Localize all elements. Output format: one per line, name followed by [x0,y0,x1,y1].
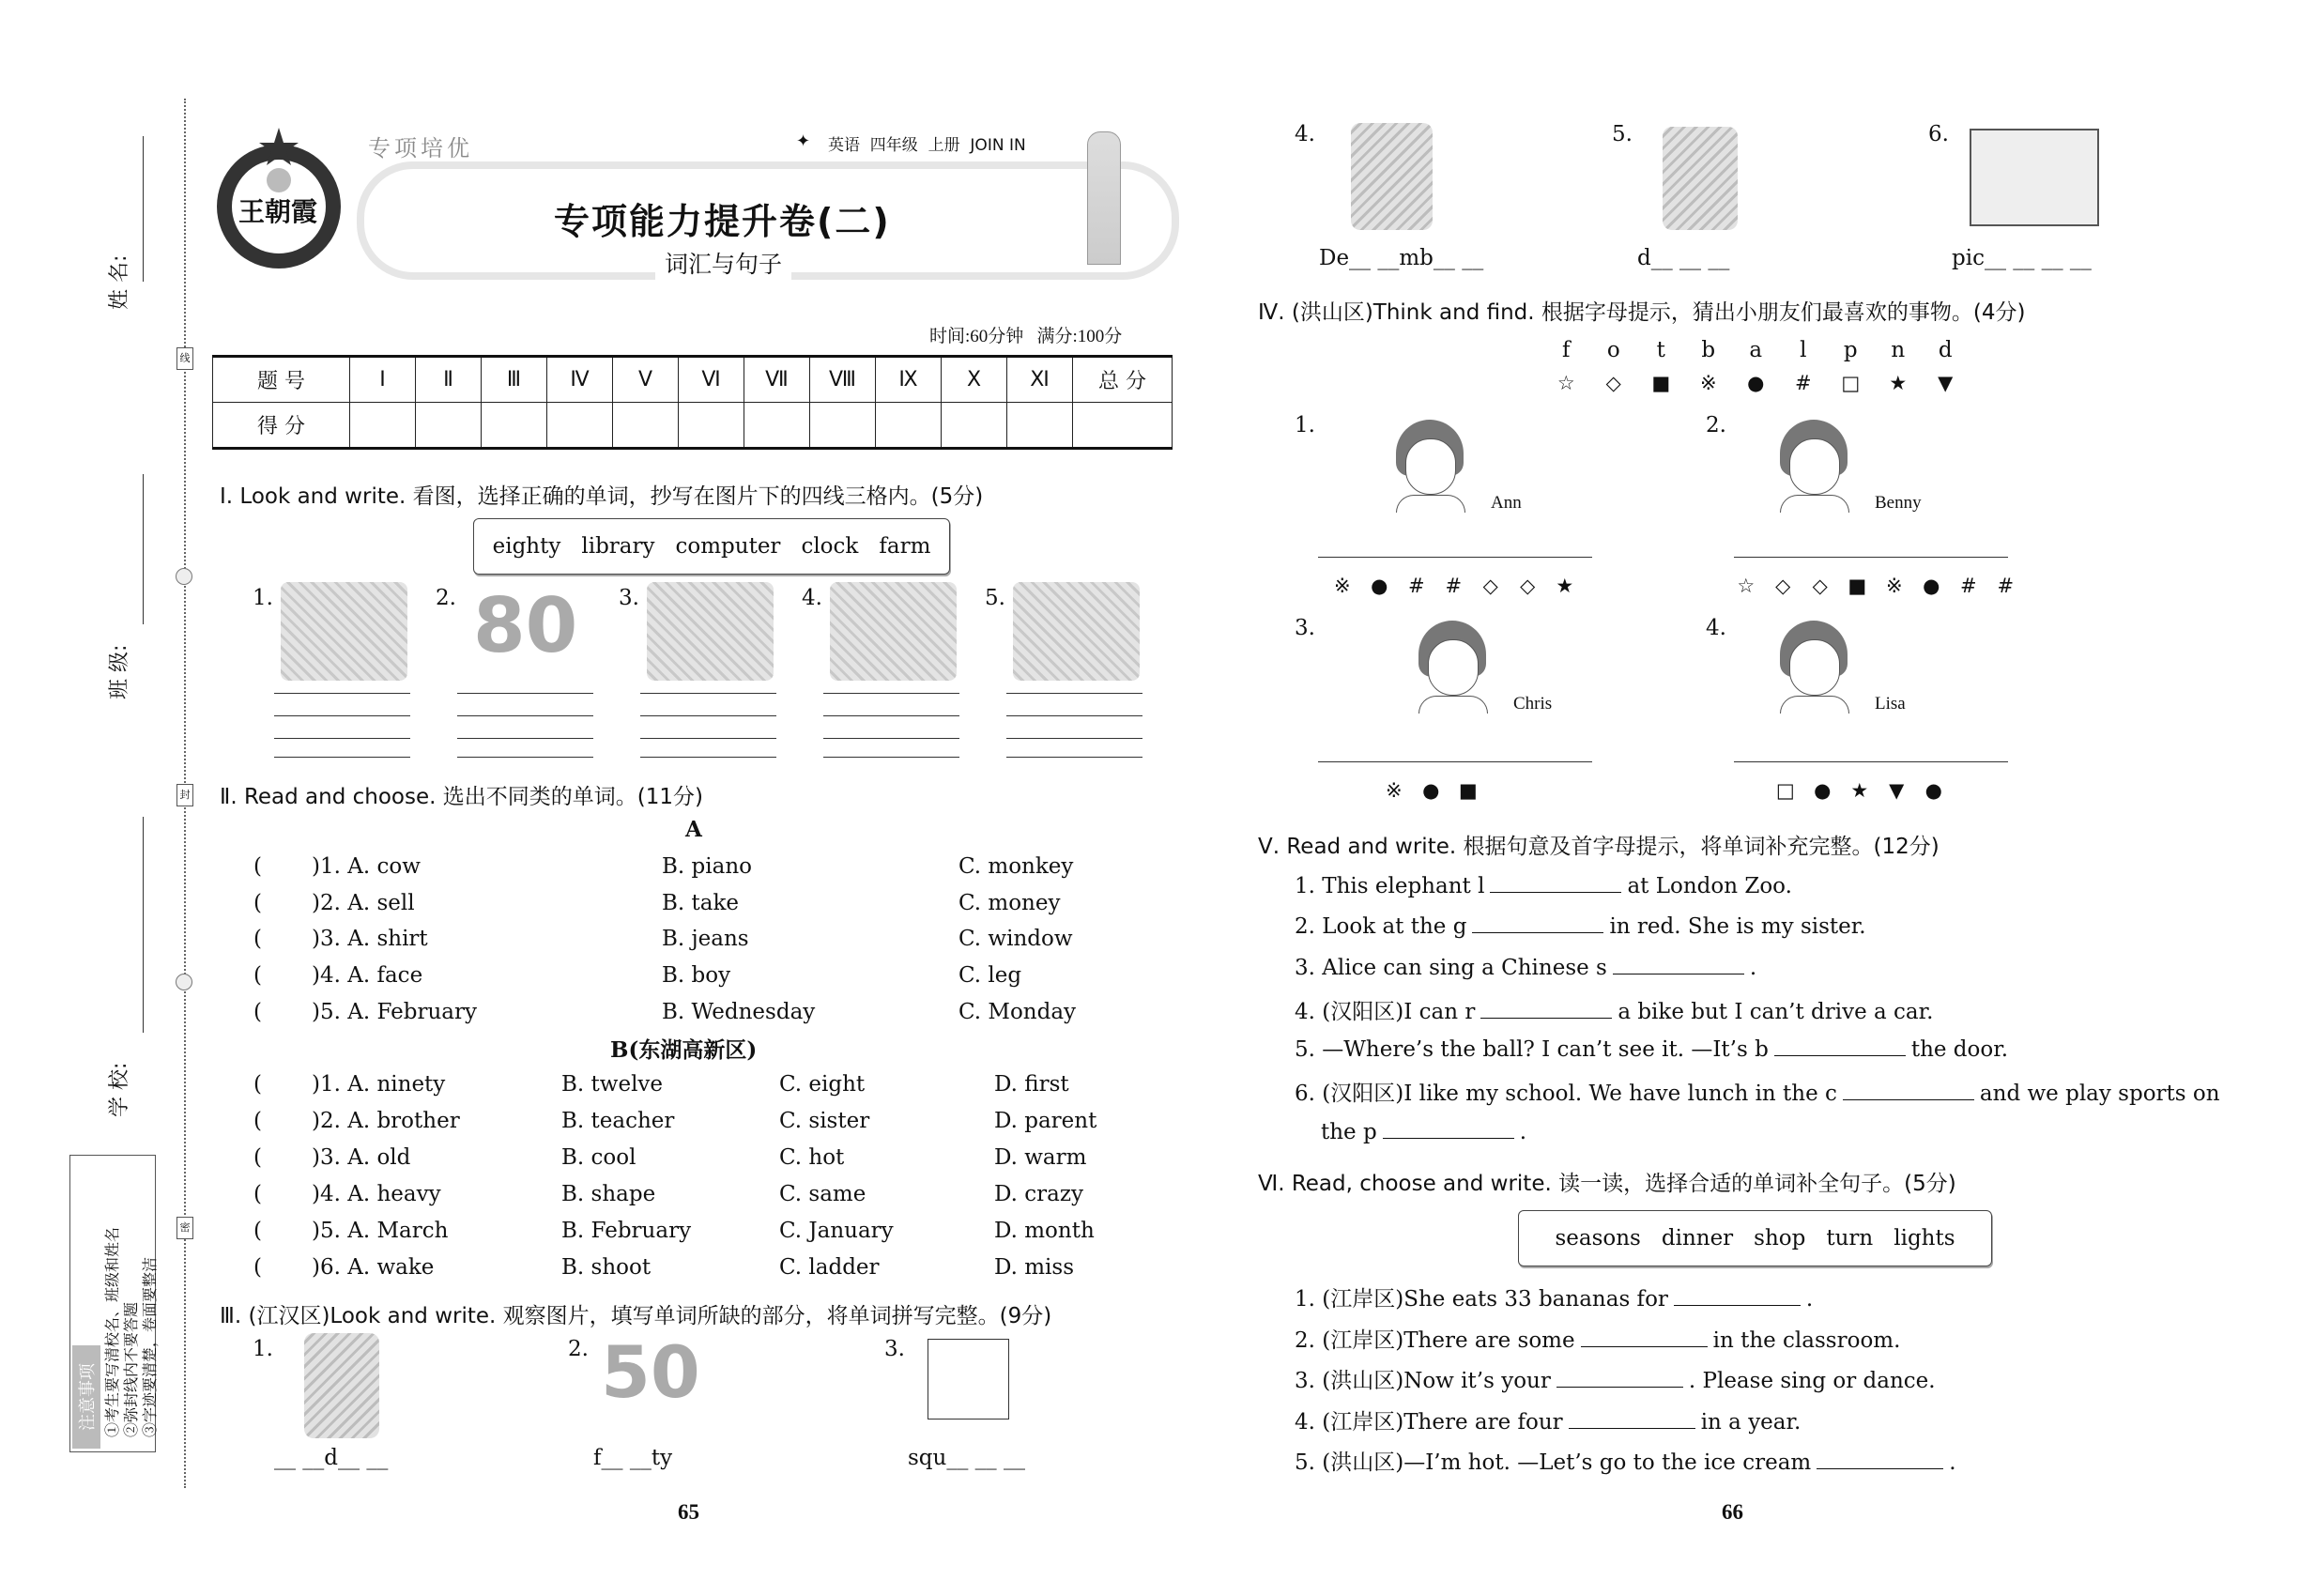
writing-line[interactable] [1006,693,1142,694]
word-bank-word: library [581,534,655,559]
notice-box [69,1155,159,1452]
score-row [213,403,1173,449]
name-label: 姓 名: [108,254,131,310]
score-column-header: Ⅹ [942,357,1007,403]
option-c: C. monkey [958,854,1074,879]
paper-subtitle: 词汇与句子 [655,246,791,280]
face-shape [1789,639,1840,696]
key-symbol: ★ [1889,372,1908,394]
section2-part-a-label: A [685,817,702,842]
sentence-item [1295,1323,1900,1354]
notice-item-1: ①考生要写清校名、班级和姓名 [105,1226,121,1437]
item-number: 3. [619,586,639,610]
sentence-item [1295,994,1933,1025]
sentence-text: 5. —Where’s the ball? I can’t see it. —It’s b [1295,1037,1769,1062]
code-symbol: ※ [1385,779,1403,802]
score-column-header: Ⅸ [876,357,942,403]
spelling-answer[interactable]: squ__ __ __ [908,1446,1025,1470]
notice-item-2: ②弥封线内不要答题 [124,1301,140,1437]
score-cell[interactable] [679,403,744,449]
writing-line[interactable] [274,693,410,694]
code-symbol: ◇ [1482,575,1498,597]
score-column-header: Ⅰ [350,357,416,403]
answer-paren[interactable]: ( [253,963,262,989]
shoulders-shape [1418,696,1488,714]
notice-title: 注意事项 [72,1345,100,1449]
score-column-header: Ⅳ [547,357,613,403]
section1-heading: Ⅰ. Look and write. 看图，选择正确的单词，抄写在图片下的四线三格内。(5分) [220,484,984,509]
key-symbol: ▼ [1938,372,1954,394]
code-symbol: ★ [1556,575,1574,597]
child-name: Lisa [1875,694,1906,714]
score-cell[interactable] [942,403,1007,449]
answer-paren[interactable]: ( [253,1219,262,1243]
sentence-item [1295,1404,1801,1435]
sentence-item [1295,1035,2008,1062]
item-number: 1. [1295,413,1315,437]
code-symbol: ▼ [1889,779,1905,802]
answer-blank[interactable] [1480,997,1612,1019]
library-shelf-image [647,582,774,681]
option-b: B. jeans [662,927,749,952]
score-header-row [213,357,1173,403]
child-portrait-image [1776,621,1851,713]
key-symbol: ※ [1699,372,1717,394]
school-field[interactable] [143,817,144,1033]
sentence-text: . [1519,1120,1527,1144]
child-portrait-image [1776,420,1851,512]
option-b: B. take [662,890,740,915]
sentence-item [1295,1281,1813,1312]
child-name: Benny [1875,493,1922,513]
writing-line[interactable] [823,757,959,758]
option-a: )3. A. old [312,1145,411,1170]
answer-blank[interactable] [1472,912,1603,933]
code-symbol: ● [1371,575,1388,597]
option-b: B. piano [662,854,752,879]
time-info: 时间:60分钟 满分:100分 [929,327,1123,346]
code-symbol: # [1445,575,1463,597]
sentence-text: 1. (江岸区)She eats 33 bananas for [1295,1287,1668,1312]
option-b: B. twelve [561,1072,664,1097]
sentence-item [1295,953,1756,980]
answer-paren[interactable]: ( [253,1182,262,1206]
sentence-text: a bike but I can’t drive a car. [1618,1000,1934,1024]
option-c: C. ladder [779,1255,880,1280]
score-total-header: 总 分 [1073,357,1173,403]
chair-with-ball-image [304,1333,379,1438]
answer-blank[interactable] [1674,1284,1801,1306]
option-d: D. parent [994,1109,1097,1133]
christmas-tree-image [1351,123,1433,230]
code-symbol: ◇ [1520,575,1536,597]
code-symbol: ※ [1333,575,1351,597]
sentence-text: and we play sports on [1979,1082,2220,1106]
sentence-item [1295,912,1866,939]
option-a: )4. A. heavy [312,1182,441,1206]
option-d: D. first [994,1072,1069,1097]
key-symbol: ● [1747,372,1765,394]
answer-blank[interactable] [1581,1326,1708,1347]
writing-line[interactable] [640,715,776,716]
word-bank-word: lights [1894,1226,1955,1251]
key-letter: l [1800,338,1807,362]
item-number: 4. [1295,122,1315,146]
writing-line[interactable] [457,693,593,694]
option-c: C. same [779,1182,866,1206]
answer-blank[interactable] [1569,1407,1695,1429]
option-d: D. miss [994,1255,1075,1280]
item-number: 6. [1928,122,1949,146]
answer-paren[interactable]: ( [253,999,262,1024]
word-bank-word: eighty [492,534,561,559]
item-number: 4. [802,586,822,610]
code-symbol: # [1407,575,1425,597]
answer-paren[interactable]: ( [253,1255,262,1280]
symbol-key-row [1542,372,1970,394]
item-number: 2. [1706,413,1726,437]
sentence-text: in red. She is my sister. [1609,914,1866,939]
option-a: )4. A. face [312,963,423,989]
item-number: 3. [884,1337,905,1361]
answer-paren[interactable]: ( [253,854,262,879]
score-column-header: Ⅵ [679,357,744,403]
sentence-item [1295,871,1792,898]
section3-heading: Ⅲ. (江汉区)Look and write. 观察图片，填写单词所缺的部分，将单词拼写完整。(9分) [220,1304,1052,1328]
sentence-text: 3. (洪山区)Now it’s your [1295,1369,1551,1393]
key-letter: o [1606,338,1620,362]
answer-paren[interactable]: ( [253,1072,262,1097]
code-symbol: # [1997,575,2015,597]
code-symbol: ● [1923,575,1940,597]
score-cell[interactable] [482,403,547,449]
word-bank-word: farm [879,534,931,559]
brand-name: 王朝霞 [238,198,318,227]
notice-item-3: ③字迹要清楚，卷面要整洁 [143,1256,159,1437]
symbol-code [1767,779,1953,802]
score-column-header: Ⅱ [416,357,482,403]
writing-line[interactable] [457,738,593,739]
answer-blank[interactable] [1556,1366,1683,1388]
code-symbol: ■ [1848,575,1867,597]
name-field[interactable] [143,136,144,282]
brand-logo [212,126,345,274]
seal-marker-secret: 密 [176,1217,193,1239]
score-cell[interactable] [810,403,876,449]
shoulders-shape [1396,495,1465,513]
answer-line[interactable] [1734,557,2008,558]
option-b: B. cool [561,1145,636,1170]
sentence-text: . [1749,956,1757,980]
code-symbol: ★ [1850,779,1869,802]
code-symbol: # [1959,575,1977,597]
section2-part-b-label: B(东湖高新区) [610,1037,758,1063]
score-total-cell[interactable] [1073,403,1173,449]
word-bank-word: turn [1826,1226,1874,1251]
option-c: C. window [958,927,1073,952]
page-number-right: 66 [1722,1500,1743,1524]
item-number: 5. [985,586,1005,610]
code-symbol: ● [1924,779,1942,802]
score-column-header: Ⅺ [1007,357,1073,403]
score-column-header: Ⅷ [810,357,876,403]
word-bank-word: clock [801,534,859,559]
sentence-text: the door. [1910,1037,2009,1062]
key-symbol: □ [1841,372,1861,394]
spelling-answer[interactable]: De__ __mb__ __ [1319,246,1484,270]
binding-hole-icon [176,568,192,585]
option-a: )3. A. shirt [312,927,428,952]
option-a: )2. A. brother [312,1109,460,1133]
word-bank-word: shop [1754,1226,1806,1251]
word-bank-word: computer [675,534,781,559]
option-d: D. month [994,1219,1095,1243]
class-field[interactable] [143,474,144,624]
option-a: )6. A. wake [312,1255,435,1280]
square-image [928,1339,1009,1420]
code-symbol: ■ [1458,779,1478,802]
key-symbol: # [1794,372,1812,394]
option-c: C. Monday [958,999,1077,1024]
score-cell[interactable] [876,403,942,449]
symbol-code [1727,575,2024,597]
sentence-text: 4. (江岸区)There are four [1295,1410,1563,1435]
sentence-text: 6. (汉阳区)I like my school. We have lunch in the c [1295,1082,1837,1106]
score-column-header: Ⅲ [482,357,547,403]
option-a: )2. A. sell [312,890,415,915]
option-c: C. eight [779,1072,866,1097]
item-number: 4. [1706,616,1726,640]
option-b: B. teacher [561,1109,675,1133]
key-symbol: ◇ [1605,372,1621,394]
lighthouse-icon [1087,131,1121,265]
sentence-item [1295,1363,1936,1394]
shoulders-shape [1780,696,1849,714]
spelling-answer[interactable]: f__ __ty [593,1446,673,1470]
option-c: C. sister [779,1109,870,1133]
child-portrait-image [1415,621,1490,713]
answer-line[interactable] [1318,761,1592,762]
sentence-text: . Please sing or dance. [1688,1369,1936,1393]
score-cell[interactable] [744,403,810,449]
score-cell[interactable] [1007,403,1073,449]
option-d: D. crazy [994,1182,1083,1206]
code-symbol: □ [1775,779,1795,802]
spelling-answer[interactable]: d__ __ __ [1637,246,1730,270]
writing-line[interactable] [274,715,410,716]
score-table [212,355,1173,450]
number-80-image [464,582,590,681]
answer-blank[interactable] [1613,953,1744,974]
picture-image [1970,129,2099,226]
answer-line[interactable] [1318,557,1592,558]
book-meta: 英语 四年级 上册 JOIN IN [828,136,1026,155]
sentence-text: 2. Look at the g [1295,914,1467,939]
code-symbol: ◇ [1812,575,1828,597]
code-symbol: ● [1814,779,1832,802]
writing-line[interactable] [457,757,593,758]
code-symbol: ☆ [1737,575,1756,597]
sentence-text: 5. (洪山区)—I’m hot. —Let’s go to the ice cream [1295,1450,1812,1475]
child-portrait-image [1392,420,1467,512]
answer-paren[interactable]: ( [253,890,262,915]
key-letter: a [1749,338,1763,362]
option-b: B. February [561,1219,692,1243]
computer-image [281,582,407,681]
sentence-text: . [1949,1450,1956,1475]
sentence-text: 2. (江岸区)There are some [1295,1328,1575,1353]
code-symbol: ※ [1885,575,1903,597]
key-letter: b [1701,338,1716,362]
score-cell[interactable] [350,403,416,449]
shoulders-shape [1780,495,1849,513]
score-header-label: 题 号 [213,357,350,403]
section1-word-bank [473,518,950,575]
sentence-text: the p [1321,1120,1377,1144]
option-b: B. shape [561,1182,656,1206]
writing-line[interactable] [1006,738,1142,739]
writing-line[interactable] [1006,757,1142,758]
writing-line[interactable] [274,757,410,758]
option-c: C. hot [779,1145,845,1170]
writing-line[interactable] [823,693,959,694]
writing-line[interactable] [1006,715,1142,716]
section4-heading: Ⅳ. (洪山区)Think and find. 根据字母提示，猜出小朋友们最喜欢的事物。(4分) [1258,300,2026,325]
score-cell[interactable] [416,403,482,449]
face-shape [1789,438,1840,495]
option-c: C. leg [958,963,1022,989]
face-shape [1405,438,1456,495]
sparkle-icon: ✦ [796,131,811,151]
option-c: C. money [958,890,1061,915]
sentence-text: in the classroom. [1712,1328,1901,1353]
number-50-image [601,1330,704,1418]
child-name: Ann [1491,493,1522,513]
number-image-text: 50 [601,1330,700,1414]
seal-marker-seal: 封 [176,784,193,806]
child-name: Chris [1513,694,1553,714]
sentence-text: . [1805,1287,1814,1312]
score-column-header: Ⅴ [613,357,679,403]
sentence-text: 1. This elephant l [1295,874,1485,898]
answer-line[interactable] [1734,761,2008,762]
sentence-item [1295,1445,1956,1476]
answer-paren[interactable]: ( [253,927,262,952]
option-a: )5. A. March [312,1219,449,1243]
section6-heading: Ⅵ. Read, choose and write. 读一读，选择合适的单词补全句子。(5分) [1258,1172,1956,1196]
sentence-text: at London Zoo. [1627,874,1792,898]
duck-image [1663,127,1738,230]
spelling-answer[interactable]: __ __d__ __ [274,1446,389,1470]
score-cell[interactable] [547,403,613,449]
sentence-text: in a year. [1700,1410,1802,1435]
option-b: B. boy [662,963,731,989]
option-b: B. shoot [561,1255,652,1280]
section5-heading: Ⅴ. Read and write. 根据句意及首字母提示，将单词补充完整。(12分) [1258,835,1940,859]
word-bank-word: dinner [1661,1226,1734,1251]
section2-heading: Ⅱ. Read and choose. 选出不同类的单词。(11分) [220,785,703,809]
writing-line[interactable] [823,738,959,739]
farm-image [1013,582,1140,681]
option-d: D. warm [994,1145,1087,1170]
number-image-text: 80 [473,582,578,669]
symbol-code [1375,779,1487,802]
section6-word-bank [1518,1210,1992,1266]
letter-key-row [1542,338,1970,362]
item-number: 1. [253,586,273,610]
key-letter: f [1561,338,1571,362]
writing-line[interactable] [274,738,410,739]
key-symbol: ☆ [1556,372,1575,394]
key-symbol: ■ [1651,372,1671,394]
answer-paren[interactable]: ( [253,1145,262,1170]
option-a: )5. A. February [312,999,478,1024]
option-a: )1. A. cow [312,854,421,879]
answer-blank[interactable] [1383,1117,1514,1139]
answer-blank[interactable] [1843,1079,1974,1100]
sentence-text: 3. Alice can sing a Chinese s [1295,956,1607,980]
score-row-label: 得 分 [213,403,350,449]
code-symbol: ◇ [1775,575,1791,597]
item-number: 2. [568,1337,589,1361]
series-label: 专项培优 [368,135,473,161]
answer-blank[interactable] [1774,1035,1906,1056]
item-number: 1. [253,1337,273,1361]
key-letter: d [1938,338,1953,362]
item-number: 3. [1295,616,1315,640]
class-label: 班 级: [108,644,131,699]
sentence-item [1295,1076,2220,1107]
key-letter: n [1891,338,1906,362]
option-b: B. Wednesday [662,999,816,1024]
key-letter: p [1843,338,1858,362]
key-letter: t [1656,338,1665,362]
writing-line[interactable] [640,693,776,694]
answer-paren[interactable]: ( [253,1109,262,1133]
answer-blank[interactable] [1817,1448,1943,1469]
writing-line[interactable] [640,738,776,739]
score-column-header: Ⅶ [744,357,810,403]
paper-title: 专项能力提升卷(二) [554,201,891,242]
sentence-text: 4. (汉阳区)I can r [1295,1000,1476,1024]
option-a: )1. A. ninety [312,1072,446,1097]
sentence-item [1321,1117,1526,1144]
seal-marker-line: 线 [176,347,193,370]
code-symbol: ● [1422,779,1440,802]
symbol-code [1324,575,1584,597]
page-number-left: 65 [678,1500,699,1524]
word-bank-word: seasons [1555,1226,1641,1251]
writing-line[interactable] [457,715,593,716]
writing-line[interactable] [640,757,776,758]
answer-blank[interactable] [1490,871,1621,893]
score-cell[interactable] [613,403,679,449]
writing-line[interactable] [823,715,959,716]
spelling-answer[interactable]: pic__ __ __ __ [1952,246,2092,270]
item-number: 2. [436,586,456,610]
school-label: 学 校: [108,1062,131,1117]
item-number: 5. [1612,122,1633,146]
alarm-clock-image [830,582,957,681]
binding-hole-icon [176,974,192,990]
face-shape [1428,639,1479,696]
option-c: C. January [779,1219,894,1243]
